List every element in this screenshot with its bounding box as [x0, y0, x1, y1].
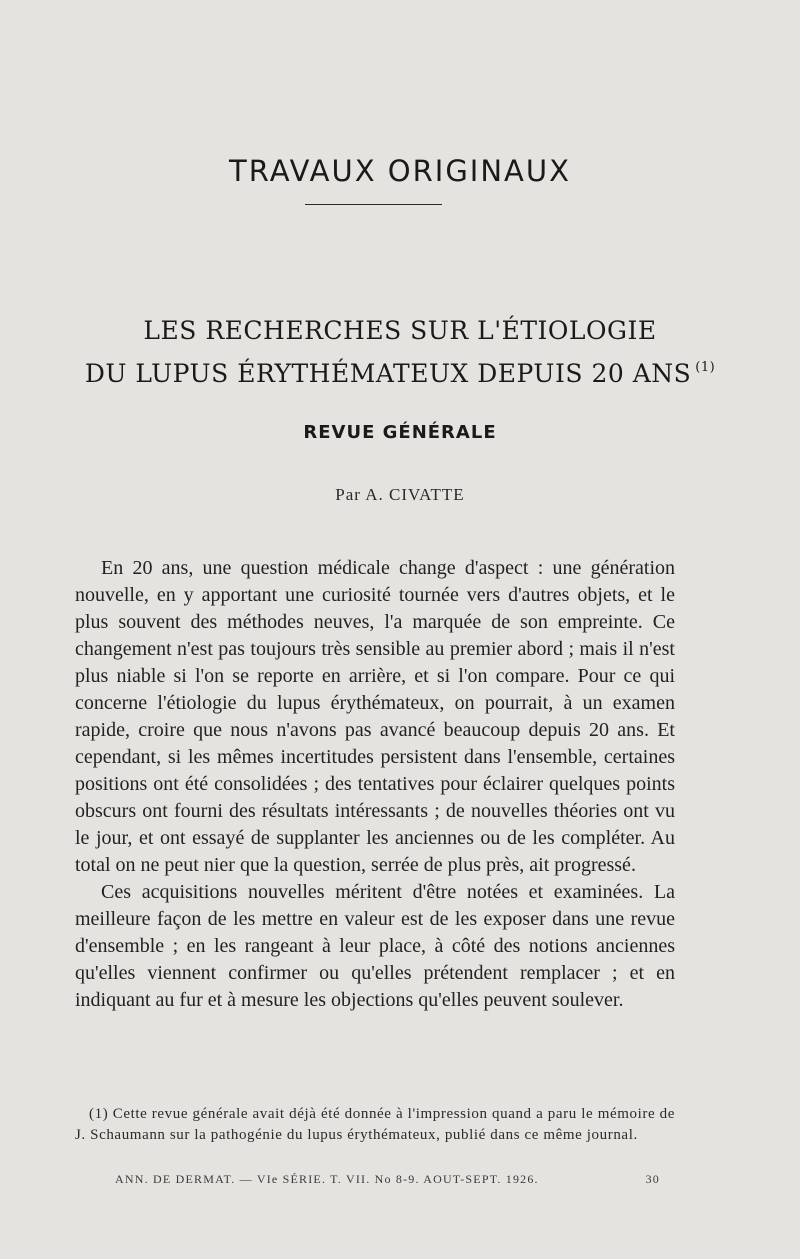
article-subtitle: REVUE GÉNÉRALE	[303, 422, 497, 443]
author-byline: Par A. CIVATTE	[335, 485, 465, 504]
article-title-line-2-text: DU LUPUS ÉRYTHÉMATEUX DEPUIS 20 ANS	[84, 359, 692, 388]
journal-reference: ANN. DE DERMAT. — VIe SÉRIE. T. VII. No 8-9. AOUT-SEPT. 1926.	[115, 1172, 539, 1186]
article-title-line-1: LES RECHERCHES SUR L'ÉTIOLOGIE	[143, 316, 657, 345]
title-underline-rule	[305, 204, 442, 205]
footnote	[75, 1104, 675, 1146]
body-paragraph-1: En 20 ans, une question médicale change d'aspect : une génération nouvelle, en y apportant une curiosité tournée vers d'autres objets, et le plus souvent des méthodes neuves, l'a marquée de son empreinte. Ce changement n'est pas toujours très sensible au premier abord ; mais il n'est plus niable si l'on se reporte en arrière, et si l'on compare. Pour ce qui concerne l'étiologie du lupus érythémateux, on pourrait, à un examen rapide, croire que nous n'avons pas avancé beaucoup depuis 20 ans. Et cependant, si les mêmes incertitudes persistent dans l'ensemble, certaines positions ont été consolidées ; des tentatives pour éclairer quelques points obscurs ont fourni des résultats intéressants ; de nouvelles théories ont vu le jour, et ont essayé de supplanter les anciennes ou de les compléter. Au total on ne peut nier que la question, serrée de plus près, ait progressé.	[75, 557, 675, 876]
article-title	[0, 312, 800, 392]
page-number: 30	[645, 1172, 660, 1186]
title-footnote-marker: (1)	[695, 360, 716, 375]
article-title-line-2	[0, 349, 800, 392]
body-paragraph-2: Ces acquisitions nouvelles méritent d'être notées et examinées. La meilleure façon de les mettre en valeur est de les exposer dans une revue d'ensemble ; en les rangeant à leur place, à côté des notions anciennes qu'elles viennent confirmer ou qu'elles prétendent remplacer ; et en indiquant au fur et à mesure les objections qu'elles peuvent soulever.	[75, 881, 675, 1011]
section-title: TRAVAUX ORIGINAUX	[229, 154, 571, 188]
footnote-text: (1) Cette revue générale avait déjà été donnée à l'impression quand a paru le mémoire de J. Schaumann sur la pathogénie du lupus érythémateux, publié dans ce même journal.	[75, 1106, 675, 1143]
article-body	[75, 555, 675, 1014]
page-footer	[115, 1172, 660, 1187]
